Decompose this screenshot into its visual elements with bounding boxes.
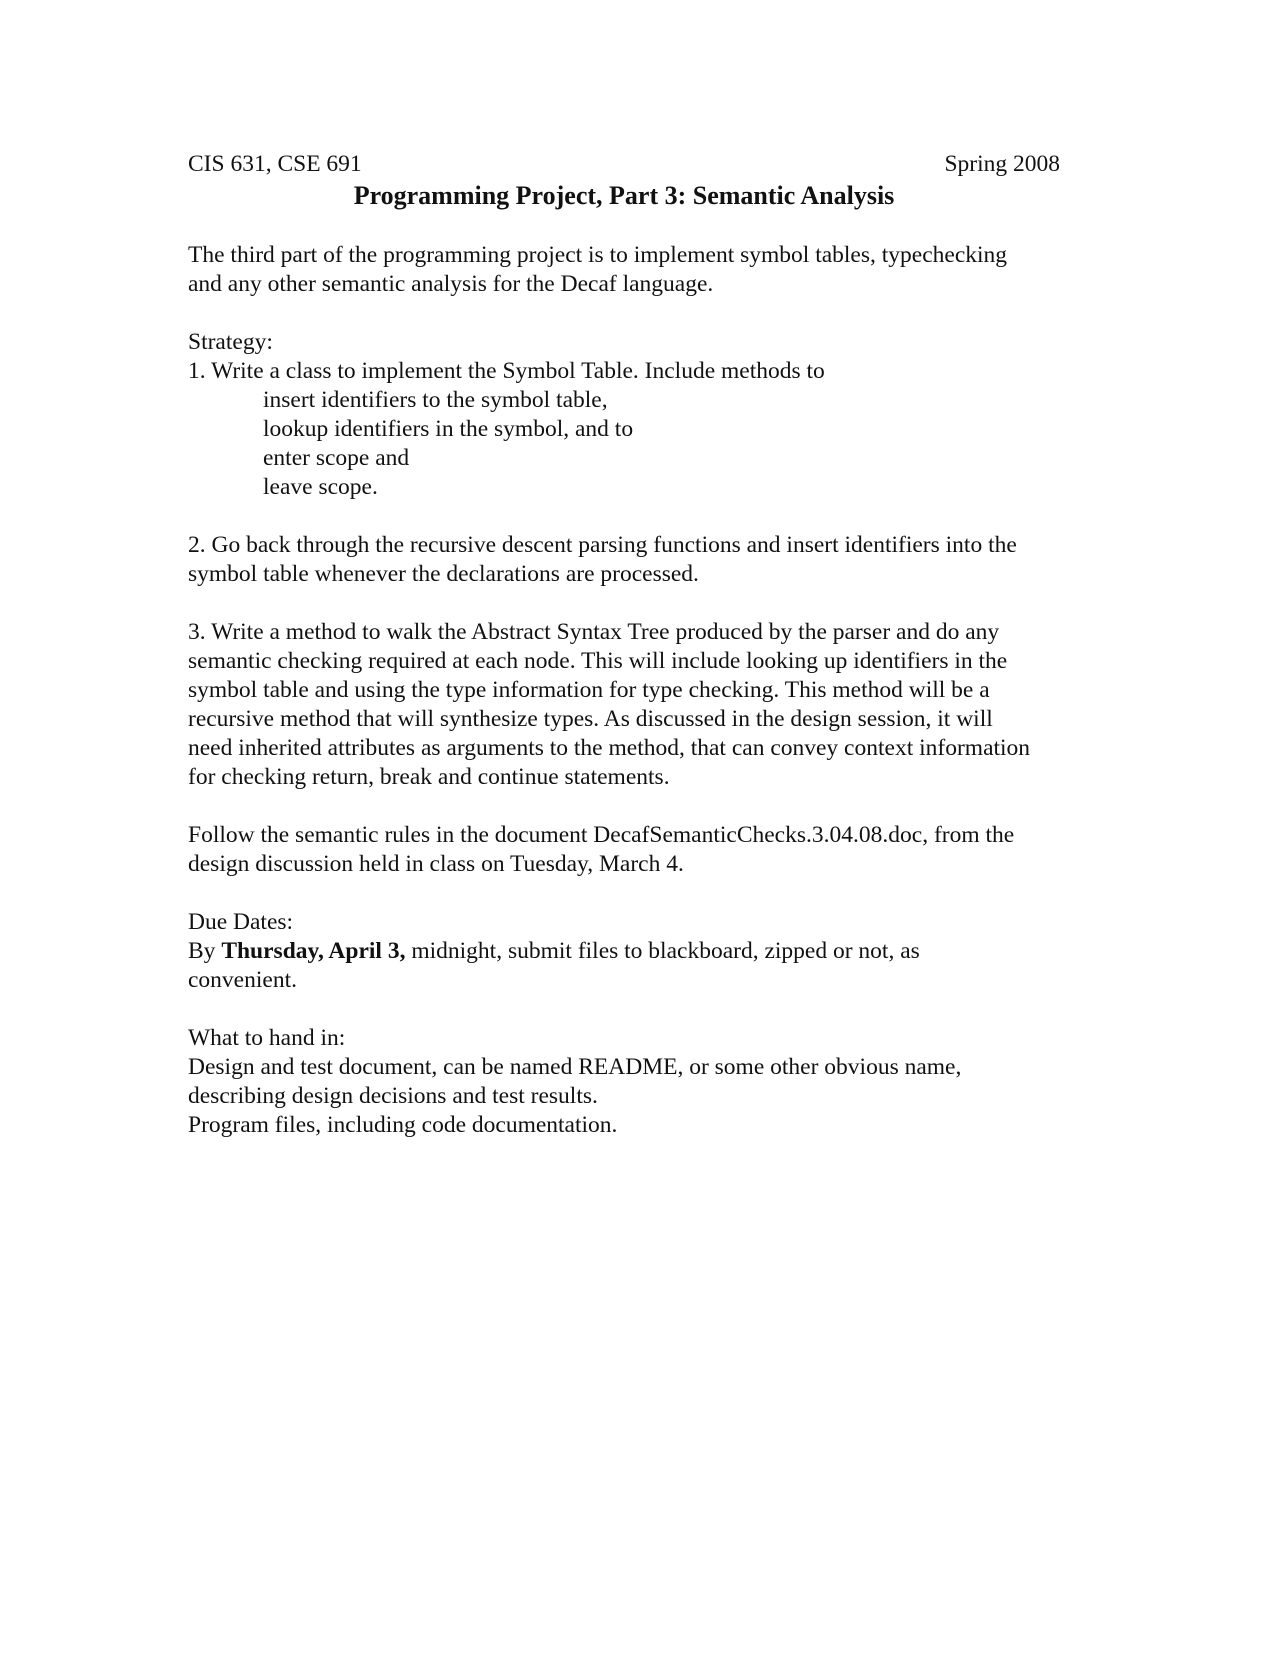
step-3-line: need inherited attributes as arguments to the method, that can convey context information xyxy=(188,735,1031,761)
strategy-step-3 xyxy=(188,618,1088,792)
step-1-method: leave scope. xyxy=(263,474,378,500)
due-date: Thursday, April 3, xyxy=(221,938,406,964)
rules-line: design discussion held in class on Tuesday, March 4. xyxy=(188,851,684,877)
due-rest: midnight, submit files to blackboard, zipped or not, as xyxy=(405,938,920,964)
strategy-section xyxy=(188,328,1088,502)
intro-paragraph xyxy=(188,241,1088,299)
step-3-line: 3. Write a method to walk the Abstract Syntax Tree produced by the parser and do any xyxy=(188,619,1000,645)
step-3-line: recursive method that will synthesize types. As discussed in the design session, it will xyxy=(188,706,993,732)
step-1-method: lookup identifiers in the symbol, and to xyxy=(263,416,634,442)
page-title: Programming Project, Part 3: Semantic Analysis xyxy=(353,181,895,210)
step-3-line: semantic checking required at each node. This will include looking up identifiers in the xyxy=(188,648,1008,674)
step-1-method: insert identifiers to the symbol table, xyxy=(263,387,608,413)
step-3-line: for checking return, break and continue statements. xyxy=(188,764,670,790)
due-dates-section xyxy=(188,908,1088,995)
hand-in-line: Design and test document, can be named README, or some other obvious name, xyxy=(188,1054,962,1080)
step-3-line: symbol table and using the type information for type checking. This method will be a xyxy=(188,677,990,703)
hand-in-line: describing design decisions and test results. xyxy=(188,1083,598,1109)
hand-in-heading: What to hand in: xyxy=(188,1025,346,1051)
course-label: CIS 631, CSE 691 xyxy=(188,151,362,177)
rules-paragraph xyxy=(188,821,1088,879)
rules-line: Follow the semantic rules in the document DecafSemanticChecks.3.04.08.doc, from the xyxy=(188,822,1015,848)
strategy-step-2 xyxy=(188,531,1088,589)
due-date-line xyxy=(188,937,1088,966)
step-1-method: enter scope and xyxy=(263,445,410,471)
intro-line: The third part of the programming project is to implement symbol tables, typechecking xyxy=(188,242,1008,268)
header-row xyxy=(188,150,1060,179)
strategy-step-1: 1. Write a class to implement the Symbol Table. Include methods to xyxy=(188,358,825,384)
hand-in-section xyxy=(188,1024,1088,1140)
hand-in-line: Program files, including code documentation. xyxy=(188,1112,618,1138)
due-line-2: convenient. xyxy=(188,967,297,993)
due-dates-heading: Due Dates: xyxy=(188,909,294,935)
strategy-heading: Strategy: xyxy=(188,329,273,355)
document-page xyxy=(188,150,1088,1140)
intro-line: and any other semantic analysis for the Decaf language. xyxy=(188,271,714,297)
step-2-line: symbol table whenever the declarations are processed. xyxy=(188,561,699,587)
step-2-line: 2. Go back through the recursive descent parsing functions and insert identifiers into the xyxy=(188,532,1017,558)
term-label: Spring 2008 xyxy=(944,151,1060,177)
due-prefix: By xyxy=(188,938,222,964)
